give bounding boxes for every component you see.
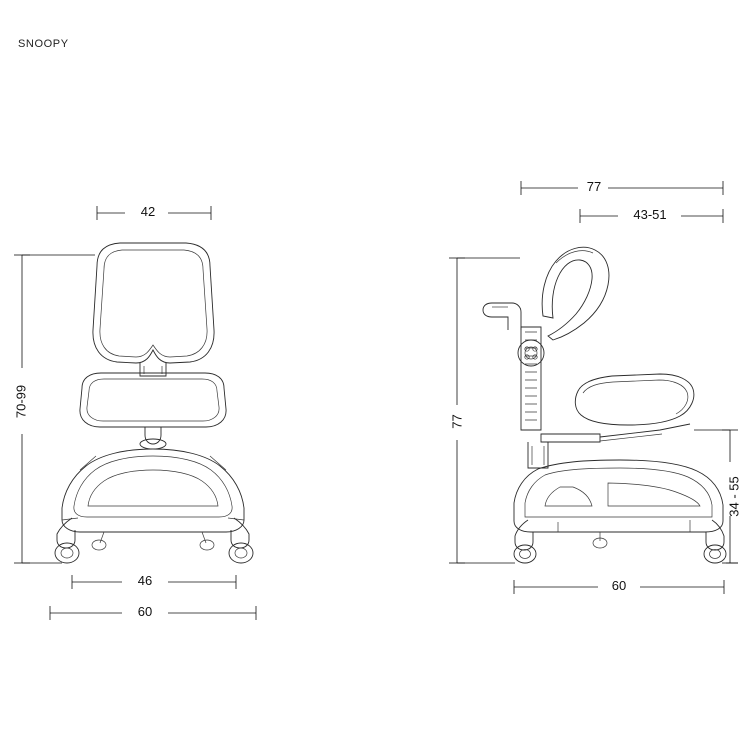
side-view-geometry [483, 247, 726, 563]
front-view-dimensions [14, 206, 256, 620]
dimension-label-front-height-70-99: 70-99 [13, 384, 29, 419]
dimension-label-side-seat-height-34-55: 34 - 55 [726, 476, 742, 517]
dimension-label-side-depth-77: 77 [586, 179, 602, 194]
dimension-label-front-base-60: 60 [137, 604, 153, 619]
dimension-label-side-base-60: 60 [611, 578, 627, 593]
dimension-label-side-height-77: 77 [449, 414, 465, 429]
product-title: SNOOPY [18, 38, 69, 50]
dimension-label-side-depth-43-51: 43-51 [633, 207, 667, 222]
dimension-label-front-base-46: 46 [137, 573, 153, 588]
dimension-label-front-width-42: 42 [140, 204, 156, 219]
front-view-geometry [55, 243, 253, 563]
